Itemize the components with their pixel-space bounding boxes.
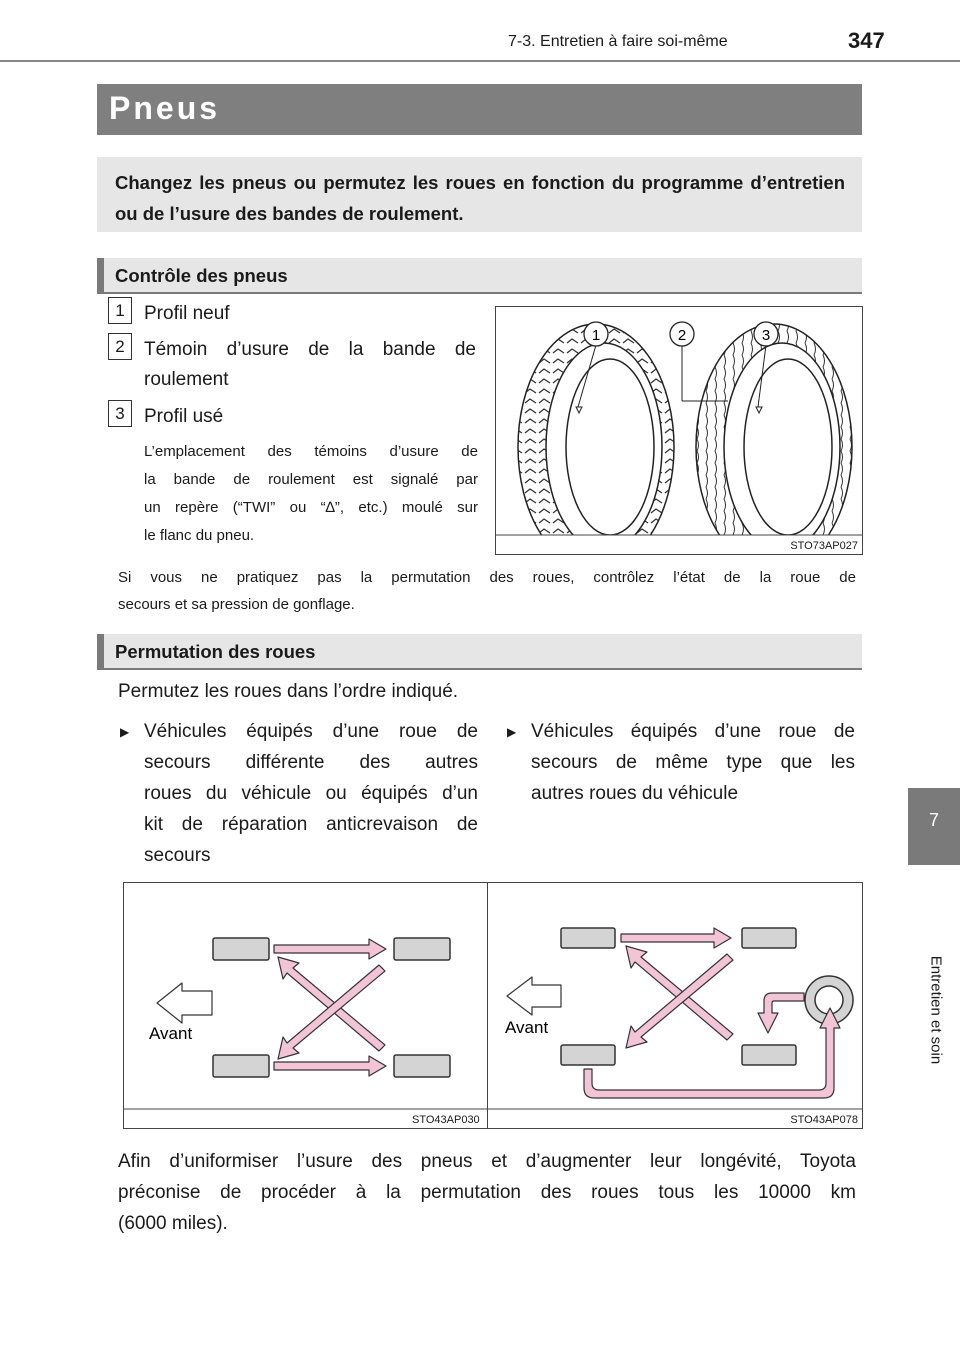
tire-illustration: [496, 307, 862, 554]
section-heading-tire-check: [97, 258, 862, 294]
callout-number-2: 2: [108, 333, 132, 360]
rotation-diagrams: [124, 883, 862, 1128]
case-right-line1: Véhicules équipés d’une roue de: [531, 721, 855, 742]
case-left-line1: Véhicules équipés d’une roue de: [144, 721, 478, 742]
case-left-line2: secours différente des autres: [144, 752, 478, 773]
case-left-line4: kit de réparation anticrevaison de: [144, 814, 478, 835]
wear-note-line2: la bande de roulement est signalé par: [144, 471, 478, 488]
chapter-tab: [908, 788, 960, 865]
callout-number-3: 3: [108, 400, 132, 427]
section-heading-text: Contrôle des pneus: [115, 265, 288, 286]
spare-note-line1: Si vous ne pratiquez pas la permutation des roues, contrôlez l’état de la roue de: [118, 569, 856, 586]
tire-tread-figure: [495, 306, 863, 555]
wear-note-line4: le flanc du pneu.: [144, 527, 255, 544]
item-new-tread: Profil neuf: [144, 303, 230, 324]
case-right-line3: autres roues du véhicule: [531, 783, 739, 804]
chapter-number: 7: [928, 810, 939, 830]
item-worn-tread: Profil usé: [144, 406, 224, 427]
wear-note-line3: un repère (“TWI” ou “∆”, etc.) moulé sur: [144, 499, 478, 516]
bullet-arrow-icon: ▶: [507, 725, 517, 739]
rotation-intro: Permutez les roues dans l’ordre indiqué.: [118, 681, 459, 702]
wear-note-line1: L’emplacement des témoins d’usure de: [144, 443, 478, 460]
front-label-right: Avant: [505, 1018, 549, 1037]
spare-note-line2: secours et sa pression de gonflage.: [118, 596, 355, 613]
figure-code: STO73AP027: [790, 540, 858, 552]
closing-line2: préconise de procéder à la permutation des roues tous les 10000 km: [118, 1182, 856, 1203]
figure-callout-3: 3: [761, 327, 771, 344]
page-number: 347: [848, 28, 885, 53]
figure-code-right: STO43AP078: [790, 1114, 858, 1126]
closing-line3: (6000 miles).: [118, 1213, 228, 1234]
section-heading-text: Permutation des roues: [115, 641, 316, 662]
figure-callout-1: 1: [591, 327, 601, 344]
front-label-left: Avant: [149, 1024, 193, 1043]
closing-line1: Afin d’uniformiser l’usure des pneus et d’augmenter leur longévité, Toyota: [118, 1151, 856, 1172]
case-left-line5: secours: [144, 845, 211, 866]
case-right-line2: secours de même type que les: [531, 752, 855, 773]
figure-callout-2: 2: [677, 327, 687, 344]
chapter-label: Entretien et soin: [927, 955, 945, 1065]
intro-box: [97, 157, 862, 232]
page-title-bar: [97, 84, 862, 135]
rotation-figures: [123, 882, 863, 1129]
item-wear-indicator-line1: Témoin d’usure de la bande de: [144, 339, 476, 360]
running-header: 7-3. Entretien à faire soi-même: [508, 33, 728, 50]
item-wear-indicator-line2: roulement: [144, 369, 229, 390]
case-left-line3: roues du véhicule ou équipés d’un: [144, 783, 478, 804]
header-rule: [0, 60, 960, 62]
bullet-arrow-icon: ▶: [120, 725, 130, 739]
page-title: Pneus: [109, 90, 221, 126]
figure-code-left: STO43AP030: [412, 1114, 480, 1126]
intro-text: Changez les pneus ou permutez les roues en fonction du programme d’entretien ou de l’usure des bandes de roulement.: [115, 172, 845, 224]
callout-number-1: 1: [108, 297, 132, 324]
section-heading-rotation: [97, 634, 862, 670]
